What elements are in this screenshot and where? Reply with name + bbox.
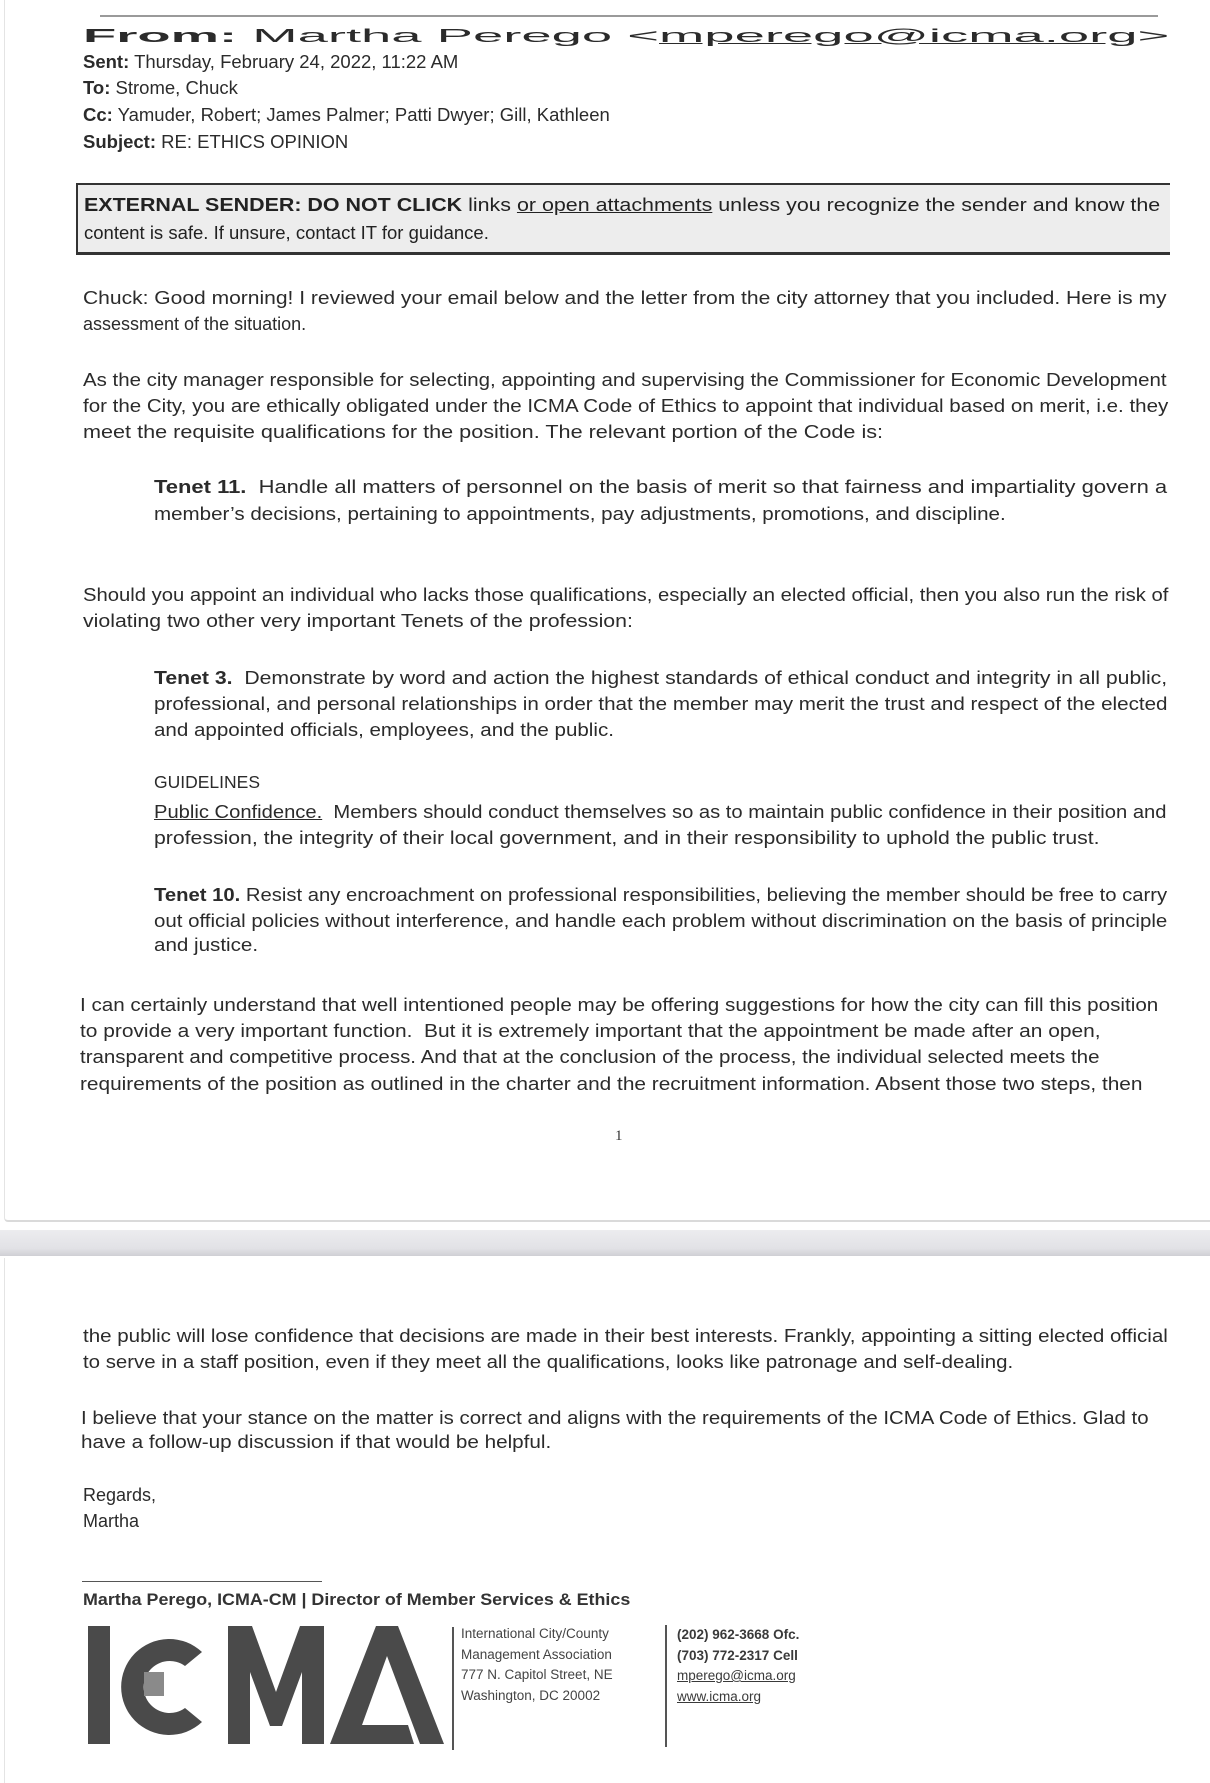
public-confidence-label: Public Confidence. [154, 802, 323, 822]
paragraph-line: Should you appoint an individual who lacks those qualifications, especially an elected official, then you also run the risk of [83, 585, 1169, 605]
signature-rule [82, 1581, 322, 1582]
from-close: > [1137, 25, 1170, 46]
warning-text-2: unless you recognize the sender and know the [712, 194, 1161, 215]
paragraph-line: I can certainly understand that well intentioned people may be offering suggestions for how the city can fill this position [80, 995, 1159, 1015]
warning-bold: EXTERNAL SENDER: DO NOT CLICK [84, 194, 463, 215]
tenet-10-line-3: and justice. [154, 935, 259, 955]
tenet-11-line-2: member’s decisions, pertaining to appointments, pay adjustments, promotions, and discipline. [154, 504, 1006, 524]
guidelines-line-1 [154, 801, 1166, 823]
tenet-3-line-1 [154, 667, 1167, 689]
warning-line-2 [84, 222, 489, 244]
cc-line [83, 104, 610, 126]
tenet-3-text: Demonstrate by word and action the highest standards of ethical conduct and integrity in all public, [232, 668, 1168, 688]
tenet-10-line-1 [154, 884, 1167, 906]
paragraph-line: meet the requisite qualifications for the position. The relevant portion of the Code is: [83, 422, 884, 442]
address-line: International City/County [461, 1626, 609, 1641]
contact-divider [665, 1625, 667, 1747]
subject-label: Subject: [83, 131, 156, 152]
signature-name-title: Martha Perego, ICMA-CM | Director of Member Services & Ethics [83, 1591, 631, 1609]
guidelines-line-2: profession, the integrity of their local government, and in their responsibility to uphold the public trust. [154, 828, 1100, 848]
address-line: Washington, DC 20002 [461, 1687, 601, 1703]
from-email-link[interactable]: mperego@icma.org [658, 25, 1138, 46]
cc-label: Cc: [83, 104, 113, 125]
header-rule [100, 15, 1158, 17]
sent-value: Thursday, February 24, 2022, 11:22 AM [134, 51, 459, 72]
paragraph-line: transparent and competitive process. And that at the conclusion of the process, the individual selected meets the [80, 1047, 1100, 1067]
tenet-10-text: Resist any encroachment on professional responsibilities, believing the member should be free to carry [240, 885, 1168, 905]
closing: Regards, [83, 1485, 157, 1505]
paragraph-line: for the City, you are ethically obligated under the ICMA Code of Ethics to appoint that individual based on merit, i.e. they [83, 396, 1169, 416]
tenet-10-line-2: out official policies without interference, and handle each problem without discrimination on the basis of principle [154, 911, 1168, 931]
warning-line-2-text: content is safe. If unsure, contact IT for guidance. [84, 222, 489, 243]
paragraph-line: requirements of the position as outlined in the charter and the recruitment information. Absent those two steps, then [80, 1074, 1143, 1094]
paragraph-line: to serve in a staff position, even if they meet all the qualifications, looks like patronage and self-dealing. [83, 1352, 1014, 1372]
sent-line [83, 51, 458, 73]
signature-email-link[interactable]: mperego@icma.org [677, 1668, 796, 1683]
organization-address [461, 1624, 613, 1706]
page-number: 1 [615, 1128, 623, 1144]
page-separator [0, 1230, 1210, 1256]
signature-divider [452, 1627, 454, 1750]
tenet-3-line-2: professional, and personal relationships in order that the member may merit the trust and respect of the elected [154, 694, 1168, 714]
office-phone: (202) 962-3668 Ofc. [677, 1627, 800, 1642]
from-name: Martha Perego < [252, 25, 659, 46]
paragraph-line: have a follow-up discussion if that would be helpful. [81, 1432, 552, 1452]
address-line: 777 N. Capitol Street, NE [461, 1667, 613, 1682]
from-line [83, 25, 1169, 47]
guidelines-heading: GUIDELINES [154, 772, 260, 792]
subject-value: RE: ETHICS OPINION [161, 131, 349, 152]
logo-square [144, 1672, 164, 1696]
to-value: Strome, Chuck [115, 77, 238, 98]
paragraph-line: the public will lose confidence that decisions are made in their best interests. Frankly, appointing a sitting elected official [83, 1326, 1168, 1346]
tenet-3-label: Tenet 3. [154, 668, 233, 688]
tenet-11-label: Tenet 11. [154, 477, 247, 497]
paragraph-line: assessment of the situation. [83, 314, 307, 334]
from-label: From: [83, 25, 238, 46]
to-label: To: [83, 77, 111, 98]
subject-line [83, 131, 348, 153]
paragraph-line: Chuck: Good morning! I reviewed your email below and the letter from the city attorney that you included. Here is my [83, 288, 1167, 308]
website-link[interactable]: www.icma.org [677, 1688, 762, 1704]
icma-logo [86, 1622, 452, 1752]
paragraph-line: As the city manager responsible for selecting, appointing and supervising the Commissioner for Economic Development [83, 370, 1167, 390]
signoff-name: Martha [83, 1511, 140, 1531]
tenet-3-line-3: and appointed officials, employees, and the public. [154, 720, 614, 740]
sent-label: Sent: [83, 51, 130, 72]
cell-phone: (703) 772-2317 Cell [677, 1647, 798, 1663]
logo-letter-m [228, 1626, 324, 1744]
tenet-10-label: Tenet 10. [154, 885, 241, 905]
logo-letter-i [88, 1626, 110, 1744]
to-line [83, 77, 238, 99]
contact-info [677, 1625, 799, 1707]
logo-letter-a [330, 1626, 444, 1744]
paragraph-line: violating two other very important Tenets of the profession: [83, 611, 633, 631]
tenet-11-line-1 [154, 476, 1167, 498]
paragraph-line: I believe that your stance on the matter is correct and aligns with the requirements of the ICMA Code of Ethics. Glad to [81, 1408, 1149, 1428]
warning-text: links [462, 194, 517, 215]
cc-value: Yamuder, Robert; James Palmer; Patti Dwyer; Gill, Kathleen [117, 104, 610, 125]
warning-underlined: or open attachments [516, 194, 713, 215]
address-line: Management Association [461, 1646, 612, 1662]
paragraph-line: to provide a very important function. But it is extremely important that the appointment be made after an open, [80, 1021, 1101, 1041]
warning-line-1 [84, 194, 1160, 216]
tenet-11-text: Handle all matters of personnel on the basis of merit so that fairness and impartiality govern a [246, 477, 1168, 497]
guidelines-text: Members should conduct themselves so as to maintain public confidence in their position and [322, 802, 1167, 822]
